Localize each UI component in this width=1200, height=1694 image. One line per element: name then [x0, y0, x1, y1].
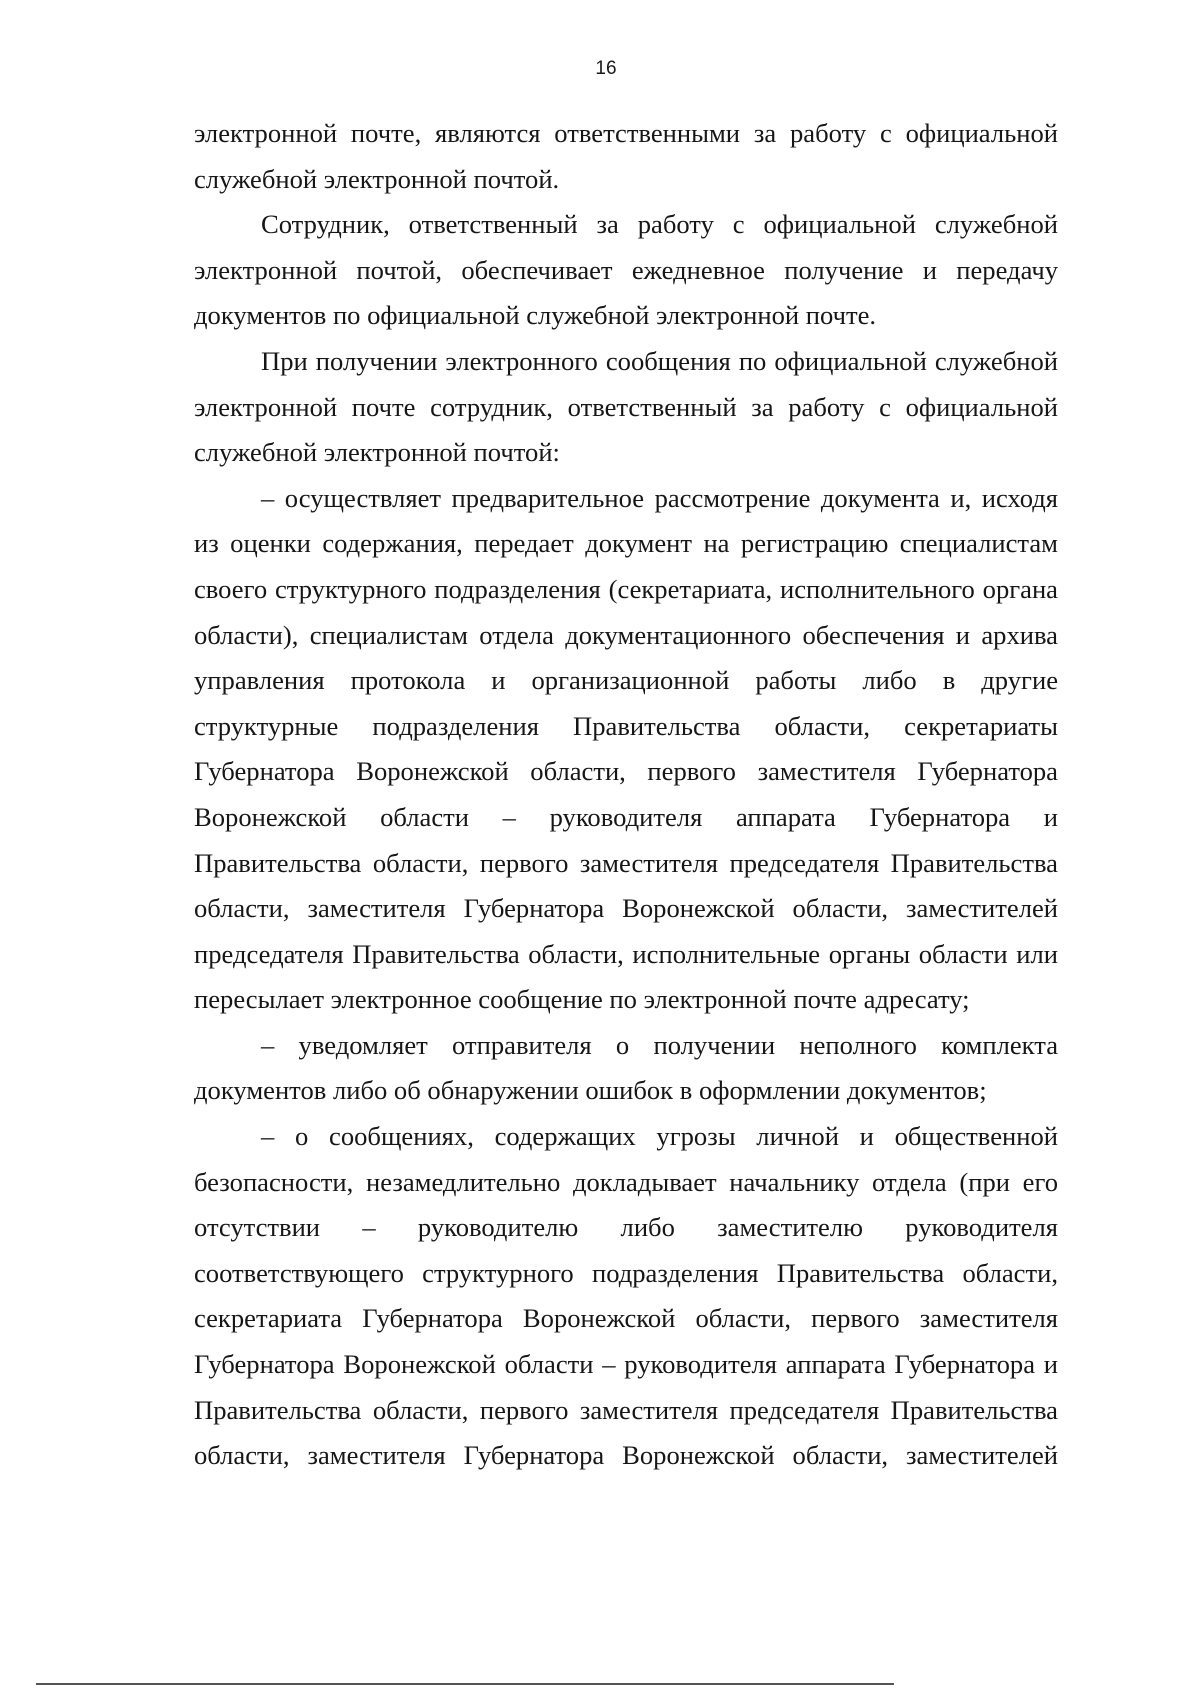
list-item-security-threats: – о сообщениях, содержащих угрозы личной и общественной безопасности, незамедлительно докладывает начальнику отдела (при его отсутствии – руководителю либо заместителю руководителя соответствующего структурного подразделения Правительства области, секретариата Губернатора Воронежской области, первого заместителя Губернатора Воронежской области – руководителя аппарата Губернатора и Правительства области, первого заместителя председателя Правительства области, заместителя Губернатора Воронежской области, заместителей — [194, 1121, 1058, 1471]
list-item-notify-sender: – уведомляет отправителя о получении неполного комплекта документов либо об обнаружении ошибок в оформлении документов; — [194, 1029, 1058, 1106]
paragraph-on-receipt: При получении электронного сообщения по официальной служебной электронной почте сотрудник, ответственный за работу с официальной служебной электронной почтой: — [194, 345, 1058, 468]
footer-divider — [36, 1683, 894, 1685]
document-body — [194, 111, 1058, 1479]
paragraph-continuation: электронной почте, являются ответственными за работу с официальной служебной электронной почтой. — [194, 118, 1058, 194]
paragraph-employee-duties: Сотрудник, ответственный за работу с официальной служебной электронной почтой, обеспечивает ежедневное получение и передачу документов по официальной служебной электронной почте. — [194, 209, 1058, 331]
list-item-preliminary-review: – осуществляет предварительное рассмотрение документа и, исходя из оценки содержания, передает документ на регистрацию специалистам своего структурного подразделения (секретариата, исполнительного органа области), специалистам отдела документационного обеспечения и архива управления протокола и организационной работы либо в другие структурные подразделения Правительства области, секретариаты Губернатора Воронежской области, первого заместителя Губернатора Воронежской области – руководителя аппарата Губернатора и Правительства области, первого заместителя председателя Правительства области, заместителя Губернатора Воронежской области, заместителей председателя Правительства области, исполнительные органы области или пересылает электронное сообщение по электронной почте адресату; — [194, 482, 1058, 1015]
page-number: 16 — [595, 58, 617, 79]
